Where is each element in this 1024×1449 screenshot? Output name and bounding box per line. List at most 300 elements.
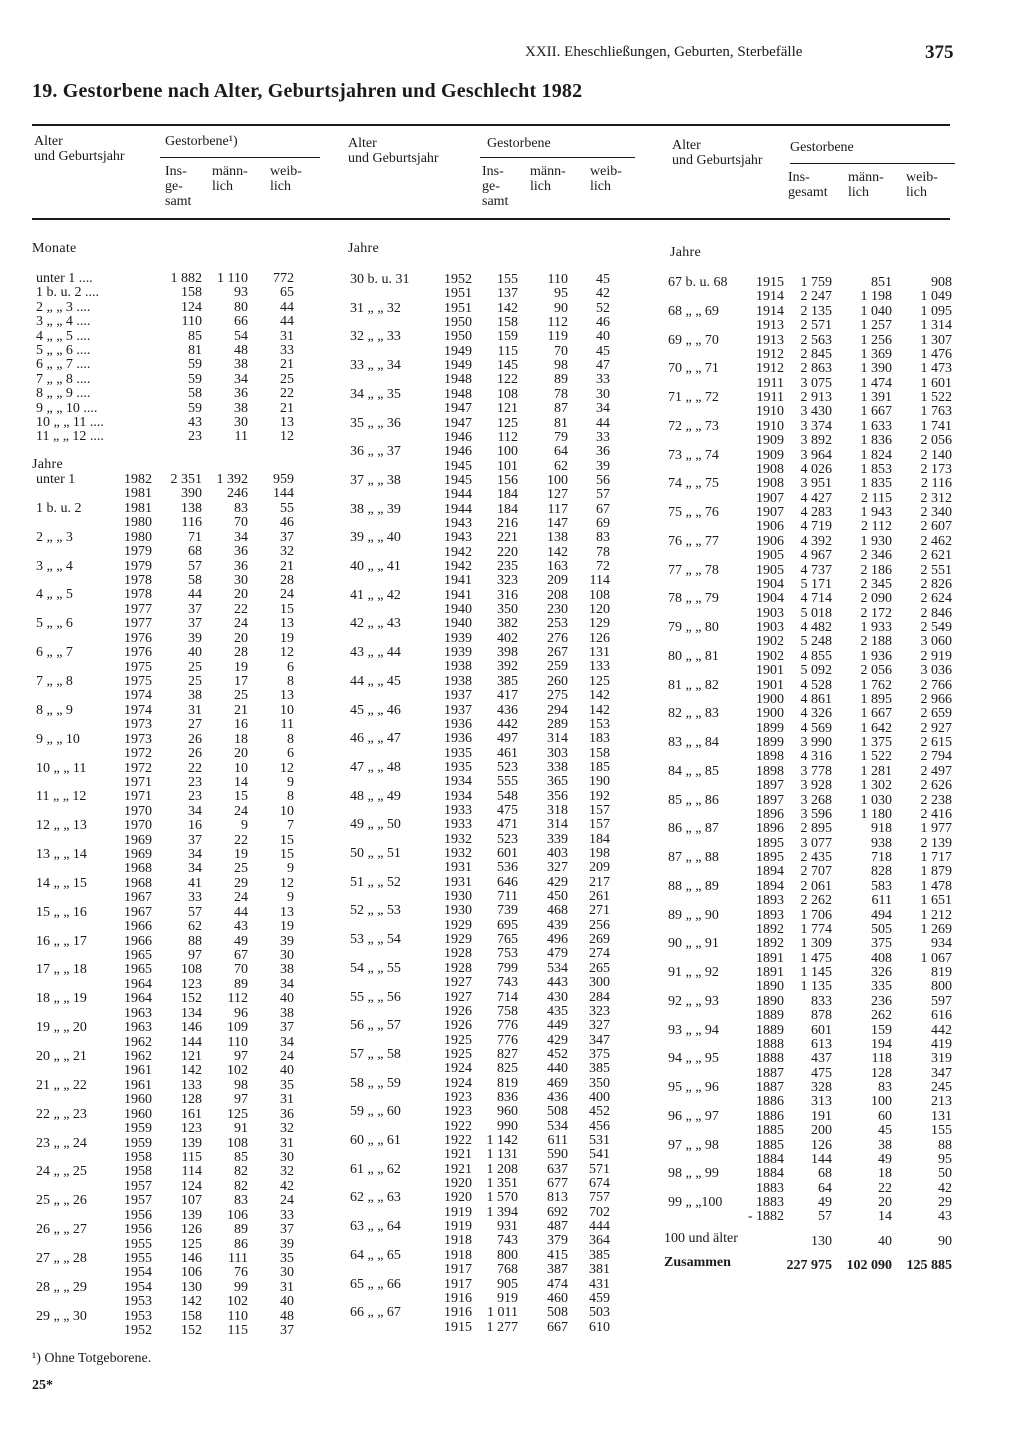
deaths-male: 611 (547, 1133, 568, 1148)
deaths-total: 2 061 (800, 878, 832, 894)
age-group-label: 58 „ „ 59 (350, 1075, 401, 1091)
deaths-total: 5 171 (800, 576, 832, 592)
birth-year: 1979 (124, 544, 152, 560)
age-group-label: 14 „ „ 15 (36, 875, 87, 891)
birth-year: 1906 (756, 519, 784, 535)
deaths-female: 43 (938, 1209, 952, 1225)
age-group-label: 36 „ „ 37 (350, 444, 401, 460)
deaths-total: 1 011 (487, 1305, 518, 1321)
deaths-total: 62 (188, 919, 202, 935)
deaths-male: 339 (547, 831, 568, 847)
birth-year: 1938 (444, 673, 472, 689)
deaths-male: 1 667 (860, 404, 892, 420)
age-group-label: 95 „ „ 96 (668, 1080, 719, 1095)
deaths-female: 323 (589, 1003, 610, 1019)
deaths-female: 57 (596, 487, 610, 503)
deaths-male: 45 (878, 1123, 892, 1139)
birth-year: 1942 (444, 559, 472, 574)
birth-year: 1891 (756, 950, 784, 966)
age-group-label: 21 „ „ 22 (36, 1077, 87, 1093)
deaths-male: 1 256 (860, 332, 892, 348)
age-group-label: 77 „ „ 78 (668, 562, 719, 578)
deaths-female: 2 116 (921, 476, 952, 492)
age-group-label: 38 „ „ 39 (350, 501, 401, 517)
deaths-total: 41 (188, 875, 202, 891)
deaths-male: 44 (234, 904, 248, 920)
deaths-female: 11 (280, 717, 294, 733)
age-group-label: 61 „ „ 62 (350, 1161, 401, 1177)
deaths-male: 86 (234, 1236, 248, 1252)
deaths-female: 33 (596, 429, 610, 445)
birth-year: 1967 (124, 890, 152, 906)
deaths-female: 271 (589, 903, 610, 919)
birth-year: 1953 (124, 1294, 152, 1310)
deaths-total: 5 018 (800, 605, 832, 621)
birth-year: 1921 (444, 1147, 472, 1163)
birth-year: 1953 (124, 1308, 152, 1324)
deaths-male: 314 (547, 817, 568, 833)
deaths-female: 2 340 (920, 505, 952, 520)
deaths-male: 112 (547, 315, 568, 331)
deaths-male: 70 (234, 962, 248, 978)
birth-year: 1939 (444, 645, 472, 661)
deaths-male: 138 (547, 530, 568, 546)
deaths-female: 69 (596, 515, 610, 531)
age-group-label: 27 „ „ 28 (36, 1250, 87, 1266)
deaths-male: 100 (871, 1094, 892, 1110)
deaths-male: 29 (234, 875, 248, 891)
deaths-male: 335 (871, 979, 892, 995)
deaths-male: 1 198 (860, 289, 892, 305)
birth-year: 1927 (444, 989, 472, 1005)
deaths-total: 124 (181, 1178, 202, 1194)
deaths-total: 437 (811, 1051, 832, 1067)
deaths-male: 38 (878, 1137, 892, 1153)
deaths-total: 613 (811, 1036, 832, 1052)
birth-year: 1951 (444, 300, 472, 316)
deaths-female: 31 (280, 1279, 294, 1295)
birth-year: 1886 (756, 1094, 784, 1110)
month-female: 33 (280, 343, 294, 358)
deaths-total: 825 (497, 1061, 518, 1077)
deaths-female: 30 (280, 1265, 294, 1281)
deaths-male: 22 (878, 1180, 892, 1196)
deaths-male: 303 (547, 745, 568, 761)
age-group-label: 13 „ „ 14 (36, 847, 87, 863)
age-group-label: 75 „ „ 76 (668, 505, 719, 520)
deaths-total: 1 145 (800, 965, 832, 980)
deaths-male: 119 (547, 329, 568, 345)
birth-year: 1926 (444, 1018, 472, 1034)
deaths-total: 2 135 (800, 303, 832, 319)
deaths-male: 611 (871, 893, 892, 909)
deaths-male: 147 (547, 515, 568, 531)
age-group-label: 81 „ „ 82 (668, 677, 719, 693)
deaths-male: 452 (547, 1046, 568, 1062)
deaths-female: 2 056 (920, 433, 952, 449)
deaths-male: 443 (547, 975, 568, 991)
deaths-male: 22 (234, 601, 248, 617)
month-age-label: 3 „ „ 4 .... (36, 314, 91, 330)
month-total: 124 (181, 299, 202, 315)
deaths-male: 253 (547, 616, 568, 632)
deaths-female: 33 (596, 372, 610, 388)
deaths-total: 4 855 (800, 648, 832, 664)
deaths-female: 67 (596, 501, 610, 517)
age-group-label: 65 „ „ 66 (350, 1276, 401, 1292)
deaths-male: 436 (547, 1089, 568, 1105)
deaths-male: 375 (871, 936, 892, 952)
deaths-male: 1 642 (860, 720, 892, 736)
deaths-total: 2 563 (800, 332, 832, 348)
birth-year: 1972 (124, 746, 152, 762)
deaths-total: 38 (188, 688, 202, 704)
deaths-male: 142 (547, 544, 568, 560)
age-group-label: 51 „ „ 52 (350, 874, 401, 890)
deaths-female: 40 (280, 1294, 294, 1310)
deaths-total: 146 (181, 1020, 202, 1036)
deaths-female: 597 (931, 993, 952, 1009)
birth-year: 1974 (124, 702, 152, 718)
birth-year: 1972 (124, 760, 152, 776)
deaths-female: 37 (280, 1020, 294, 1036)
birth-year: 1929 (444, 932, 472, 948)
deaths-male: 25 (234, 861, 248, 877)
deaths-female: 133 (589, 659, 610, 675)
month-age-label: 6 „ „ 7 .... (36, 357, 91, 373)
deaths-total: 695 (497, 917, 518, 933)
age-group-label: 2 „ „ 3 (36, 529, 73, 545)
birth-year: 1966 (124, 933, 152, 949)
deaths-female: 400 (589, 1089, 610, 1105)
deaths-male: 36 (234, 558, 248, 574)
deaths-female: 10 (280, 803, 294, 819)
birth-year: 1976 (124, 630, 152, 646)
birth-year: 1949 (444, 343, 472, 359)
deaths-total: 2 435 (800, 850, 832, 865)
deaths-total: 2 845 (800, 346, 832, 362)
age-group-label: 32 „ „ 33 (350, 329, 401, 345)
birth-year: 1923 (444, 1089, 472, 1105)
deaths-male: 19 (234, 659, 248, 675)
birth-year: 1950 (444, 329, 472, 345)
deaths-male: 692 (547, 1204, 568, 1220)
deaths-total: 115 (497, 343, 518, 359)
age-group-label: 88 „ „ 89 (668, 878, 719, 894)
deaths-female: 40 (280, 991, 294, 1007)
deaths-female: 8 (287, 731, 294, 747)
grand-total: 227 975 (786, 1258, 832, 1273)
age-group-label: 78 „ „ 79 (668, 591, 719, 607)
deaths-total: 471 (497, 817, 518, 833)
deaths-total: 34 (188, 861, 202, 877)
deaths-female: 541 (589, 1147, 610, 1163)
deaths-male: 89 (234, 1222, 248, 1238)
age-group-label: 6 „ „ 7 (36, 645, 73, 661)
deaths-male: 1 930 (860, 533, 892, 549)
birth-year: 1946 (444, 444, 472, 460)
deaths-female: 1 879 (920, 864, 952, 880)
deaths-female: 908 (931, 275, 952, 290)
deaths-total: 64 (818, 1180, 832, 1196)
birth-year: 1956 (124, 1207, 152, 1223)
deaths-female: 702 (589, 1204, 610, 1220)
col1-insgesamt-header: Ins- ge- samt (165, 164, 192, 209)
deaths-male: 209 (547, 573, 568, 589)
deaths-total: 417 (497, 688, 518, 704)
deaths-female: 37 (280, 1222, 294, 1238)
deaths-total: 145 (497, 358, 518, 374)
deaths-total: 350 (497, 602, 518, 618)
col1-gestorbene-header: Gestorbene¹) (165, 134, 238, 149)
birth-year: 1892 (756, 936, 784, 952)
deaths-male: 294 (547, 702, 568, 718)
birth-year: 1915 (444, 1319, 472, 1335)
deaths-total: 126 (811, 1137, 832, 1153)
deaths-female: 12 (280, 875, 294, 891)
age-group-label: 82 „ „ 83 (668, 706, 719, 722)
deaths-female: 131 (589, 645, 610, 661)
deaths-female: 40 (280, 1063, 294, 1079)
deaths-total: 2 247 (800, 289, 832, 305)
birth-year: 1954 (124, 1279, 152, 1295)
deaths-total: 2 571 (800, 318, 832, 334)
deaths-total: 475 (497, 802, 518, 818)
deaths-male: 28 (234, 645, 248, 661)
deaths-total: 235 (497, 559, 518, 574)
birth-year: 1912 (756, 346, 784, 362)
age-group-label: 19 „ „ 20 (36, 1020, 87, 1036)
birth-year: 1973 (124, 717, 152, 733)
deaths-male: 20 (234, 746, 248, 762)
deaths-female: 31 (280, 1135, 294, 1151)
deaths-total: 16 (188, 818, 202, 834)
age-group-label: 28 „ „ 29 (36, 1279, 87, 1295)
deaths-male: 22 (234, 832, 248, 848)
birth-year: 1931 (444, 874, 472, 890)
deaths-male: 67 (234, 948, 248, 964)
deaths-female: 2 927 (920, 720, 952, 736)
deaths-female: 1 763 (920, 404, 952, 420)
deaths-total: 57 (188, 904, 202, 920)
deaths-female: 153 (589, 716, 610, 732)
deaths-total: 158 (181, 1308, 202, 1324)
birth-year: 1893 (756, 907, 784, 923)
age-group-label: 85 „ „ 86 (668, 792, 719, 808)
deaths-female: 3 036 (920, 663, 952, 679)
deaths-male: 95 (554, 286, 568, 302)
deaths-male: 24 (234, 803, 248, 819)
deaths-male: 1 030 (860, 792, 892, 808)
col1-alter-header: Alter und Geburtsjahr (34, 134, 125, 164)
deaths-male: 14 (234, 774, 248, 790)
deaths-male: 479 (547, 946, 568, 962)
deaths-female: 13 (280, 616, 294, 632)
deaths-total: 142 (181, 1063, 202, 1079)
col1-maennlich-header: männ- lich (212, 164, 248, 194)
deaths-male: 9 (241, 818, 248, 834)
age-group-label: 29 „ „ 30 (36, 1308, 87, 1324)
deaths-male: 43 (234, 919, 248, 935)
deaths-female: 19 (280, 919, 294, 935)
deaths-total: 3 430 (800, 404, 832, 420)
deaths-female: 45 (596, 343, 610, 359)
deaths-total: 4 283 (800, 505, 832, 520)
deaths-total: 1 309 (800, 936, 832, 952)
birth-year: 1903 (756, 620, 784, 635)
deaths-male: 1 835 (860, 476, 892, 492)
deaths-female: 38 (280, 962, 294, 978)
deaths-male: 64 (554, 444, 568, 460)
deaths-total: 146 (181, 1250, 202, 1266)
birth-year: 1889 (756, 1022, 784, 1038)
deaths-female: 157 (589, 817, 610, 833)
month-female: 65 (280, 285, 294, 301)
deaths-female: 2 416 (920, 806, 952, 822)
deaths-total: 402 (497, 630, 518, 646)
deaths-total: 134 (181, 1005, 202, 1021)
deaths-total: 33 (188, 890, 202, 906)
birth-year: 1956 (124, 1222, 152, 1238)
deaths-female: 431 (589, 1276, 610, 1292)
deaths-total: 523 (497, 759, 518, 775)
birth-year: 1980 (124, 515, 152, 531)
deaths-female: 347 (589, 1032, 610, 1048)
birth-year: 1902 (756, 634, 784, 650)
deaths-total: 156 (497, 472, 518, 488)
age-group-label: 10 „ „ 11 (36, 760, 87, 776)
age-group-label: 83 „ „ 84 (668, 735, 719, 750)
deaths-female: 29 (938, 1195, 952, 1210)
deaths-total: 221 (497, 530, 518, 546)
deaths-total: 4 427 (800, 490, 832, 506)
birth-year: - 1882 (747, 1209, 784, 1225)
age-group-label: 71 „ „ 72 (668, 390, 719, 405)
deaths-female: 2 794 (920, 749, 952, 765)
birth-year: 1962 (124, 1034, 152, 1050)
birth-year: 1883 (756, 1180, 784, 1196)
deaths-male: 34 (234, 529, 248, 545)
birth-year: 1911 (756, 375, 784, 391)
age-group-label: 11 „ „ 12 (36, 789, 87, 805)
month-male: 34 (234, 371, 248, 387)
deaths-male: 89 (554, 372, 568, 388)
deaths-total: 34 (188, 803, 202, 819)
deaths-female: 503 (589, 1305, 610, 1321)
age-group-label: 40 „ „ 41 (350, 559, 401, 574)
deaths-female: 12 (280, 760, 294, 776)
age-group-label: 46 „ „ 47 (350, 731, 401, 747)
deaths-female: 15 (280, 832, 294, 848)
deaths-total: 37 (188, 616, 202, 632)
deaths-female: 42 (280, 1178, 294, 1194)
birth-year: 1928 (444, 960, 472, 976)
deaths-female: 13 (280, 688, 294, 704)
birth-year: 1976 (124, 645, 152, 661)
deaths-female: 2 173 (920, 461, 952, 477)
birth-year: 1918 (444, 1247, 472, 1263)
month-male: 48 (234, 343, 248, 358)
deaths-total: 121 (181, 1049, 202, 1064)
birth-year: 1926 (444, 1003, 472, 1019)
deaths-total: 990 (497, 1118, 518, 1134)
deaths-male: 25 (234, 688, 248, 704)
deaths-female: 3 060 (920, 634, 952, 650)
deaths-female: 1 307 (920, 332, 952, 348)
deaths-male: 2 345 (860, 576, 892, 592)
deaths-total: 316 (497, 587, 518, 603)
birth-year: 1913 (756, 332, 784, 348)
deaths-male: 24 (234, 616, 248, 632)
deaths-total: 1 475 (800, 950, 832, 966)
month-age-label: 7 „ „ 8 .... (36, 371, 91, 387)
age-group-label: 16 „ „ 17 (36, 933, 87, 949)
deaths-total: 442 (497, 716, 518, 732)
deaths-female: 55 (280, 500, 294, 516)
deaths-total: 753 (497, 946, 518, 962)
birth-year: 1963 (124, 1005, 152, 1021)
deaths-female: 35 (280, 1077, 294, 1093)
deaths-female: 30 (280, 948, 294, 964)
deaths-female: 24 (280, 1049, 294, 1064)
age-group-label: 93 „ „ 94 (668, 1022, 719, 1038)
deaths-total: 1 774 (800, 921, 832, 937)
col2-weiblich-header: weib- lich (590, 164, 622, 194)
deaths-male: 2 090 (860, 591, 892, 607)
birth-year: 1948 (444, 372, 472, 388)
deaths-male: 159 (871, 1022, 892, 1038)
birth-year: 1914 (756, 303, 784, 319)
deaths-total: 101 (497, 458, 518, 474)
deaths-female: 350 (589, 1075, 610, 1091)
deaths-total: 776 (497, 1032, 518, 1048)
deaths-total: 4 316 (800, 749, 832, 765)
birth-year: 1908 (756, 461, 784, 477)
age-group-label: 52 „ „ 53 (350, 903, 401, 919)
deaths-male: 1 853 (860, 461, 892, 477)
deaths-female: 1 651 (920, 893, 952, 909)
age-group-label: 5 „ „ 6 (36, 616, 73, 632)
birth-year: 1917 (444, 1276, 472, 1292)
age-group-label: 64 „ „ 65 (350, 1247, 401, 1263)
birth-year: 1919 (444, 1219, 472, 1235)
birth-year: 1939 (444, 630, 472, 646)
age-group-label: 60 „ „ 61 (350, 1133, 401, 1148)
deaths-total: 931 (497, 1219, 518, 1235)
deaths-total: 37 (188, 832, 202, 848)
deaths-male: 508 (547, 1104, 568, 1120)
deaths-male: 276 (547, 630, 568, 646)
deaths-male: 379 (547, 1233, 568, 1249)
birth-year: 1977 (124, 616, 152, 632)
month-age-label: 11 „ „ 12 .... (36, 429, 104, 445)
deaths-female: 72 (596, 559, 610, 574)
birth-year: 1941 (444, 573, 472, 589)
deaths-male: 460 (547, 1290, 568, 1306)
age-group-label: 98 „ „ 99 (668, 1166, 719, 1182)
deaths-male: 118 (871, 1051, 892, 1067)
birth-year: 1977 (124, 601, 152, 617)
month-total: 59 (188, 357, 202, 373)
birth-year: 1936 (444, 731, 472, 747)
deaths-male: 98 (554, 358, 568, 374)
month-total: 110 (181, 314, 202, 330)
birth-year: 1900 (756, 691, 784, 707)
deaths-female: 32 (280, 1164, 294, 1180)
birth-year: 1962 (124, 1049, 152, 1064)
deaths-male: 30 (234, 572, 248, 588)
deaths-total: 1 351 (486, 1176, 518, 1192)
